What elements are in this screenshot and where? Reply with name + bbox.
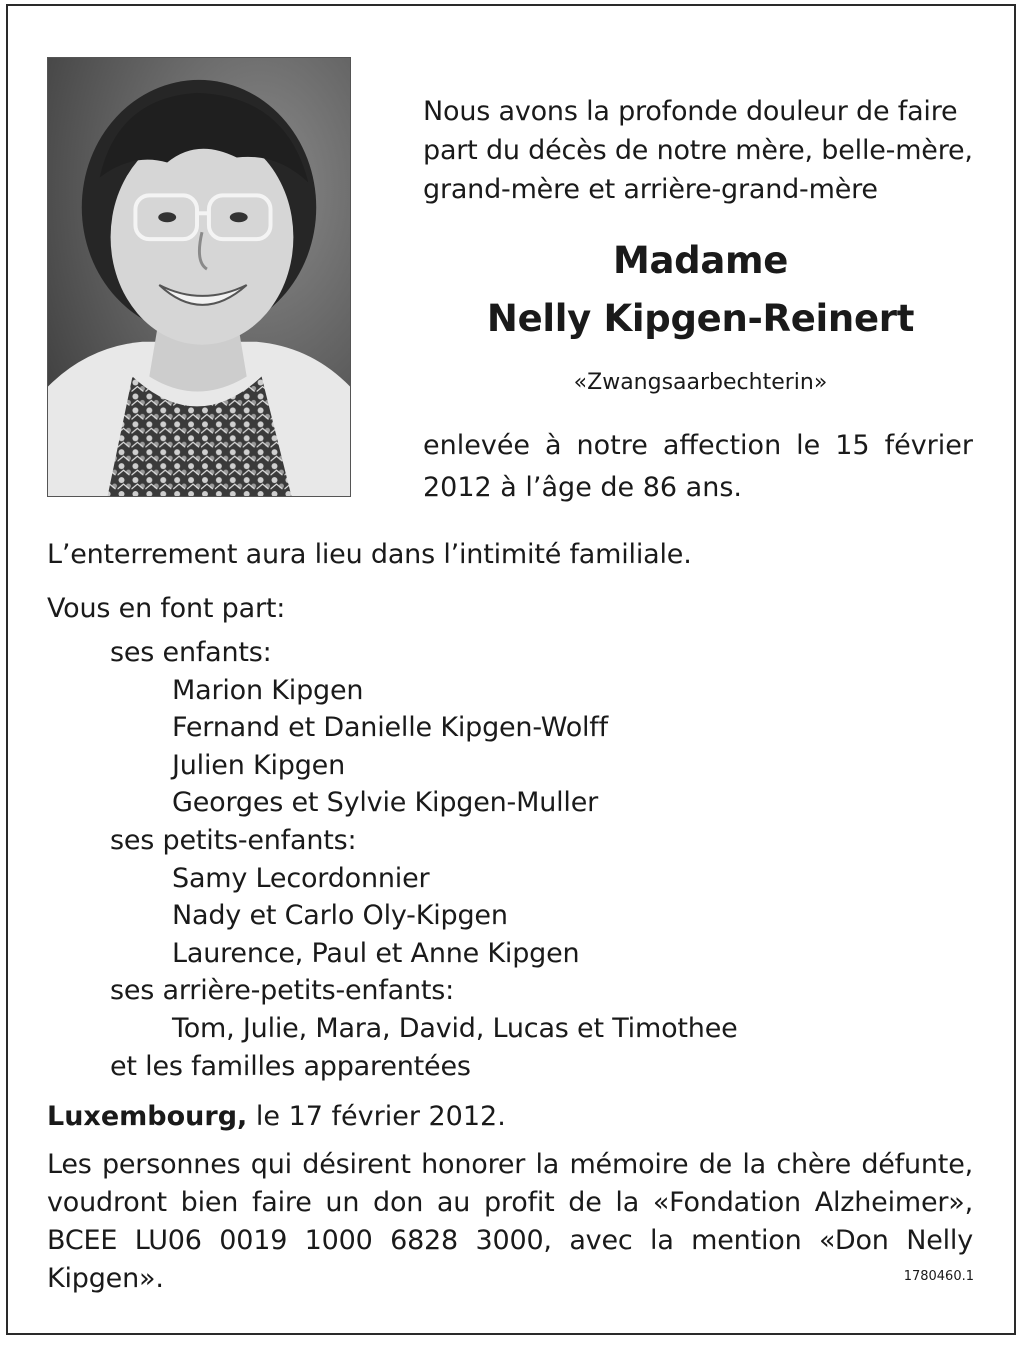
family-member: Samy Lecordonnier xyxy=(172,862,430,894)
family-member: Georges et Sylvie Kipgen-Muller xyxy=(172,787,599,819)
portrait-photo xyxy=(47,57,351,497)
deceased-name: Nelly Kipgen-Reinert xyxy=(486,297,915,340)
place-date xyxy=(47,1098,506,1136)
family-member: Fernand et Danielle Kipgen-Wolff xyxy=(172,712,608,744)
family-member: Nady et Carlo Oly-Kipgen xyxy=(172,900,508,932)
relatives-line: et les familles apparentées xyxy=(110,1050,471,1082)
portrait-image xyxy=(48,58,350,496)
family-member: Tom, Julie, Mara, David, Lucas et Timothee xyxy=(172,1012,738,1044)
reference-number: 1780460.1 xyxy=(903,1269,974,1284)
donation-line: Kipgen». xyxy=(47,1263,164,1294)
place: Luxembourg, xyxy=(47,1101,248,1132)
children-label: ses enfants: xyxy=(110,637,272,668)
death-line: 2012 à l’âge de 86 ans. xyxy=(423,472,742,503)
family-list xyxy=(0,634,1024,1085)
donation-line: Les personnes qui désirent honorer la mémoire de la chère défunte, xyxy=(47,1149,973,1180)
announce-label: Vous en font part: xyxy=(47,593,286,624)
family-member: Marion Kipgen xyxy=(172,674,364,706)
donation-line: voudront bien faire un don au profit de la «Fondation Alzheimer», xyxy=(47,1187,973,1218)
grandchildren-label: ses petits-enfants: xyxy=(110,824,357,856)
family-member: Julien Kipgen xyxy=(172,749,345,781)
date: le 17 février 2012. xyxy=(247,1101,506,1132)
death-notice xyxy=(423,425,973,509)
death-line: enlevée à notre affection le 15 février xyxy=(423,430,973,461)
intro-line: Nous avons la profonde douleur de faire xyxy=(423,96,958,127)
announcement-intro xyxy=(423,92,978,209)
great-grandchildren-label: ses arrière-petits-enfants: xyxy=(110,975,455,1007)
donation-notice xyxy=(47,1146,973,1298)
intro-line: grand-mère et arrière-grand-mère xyxy=(423,174,878,205)
family-member: Laurence, Paul et Anne Kipgen xyxy=(172,937,580,969)
deceased-nickname: «Zwangsaarbechterin» xyxy=(573,370,828,395)
intro-line: part du décès de notre mère, belle-mère, xyxy=(423,135,973,166)
deceased-title: Madame xyxy=(612,239,789,282)
funeral-notice: L’enterrement aura lieu dans l’intimité familiale. xyxy=(47,539,692,570)
donation-line: BCEE LU06 0019 1000 6828 3000, avec la mention «Don Nelly xyxy=(47,1225,973,1256)
